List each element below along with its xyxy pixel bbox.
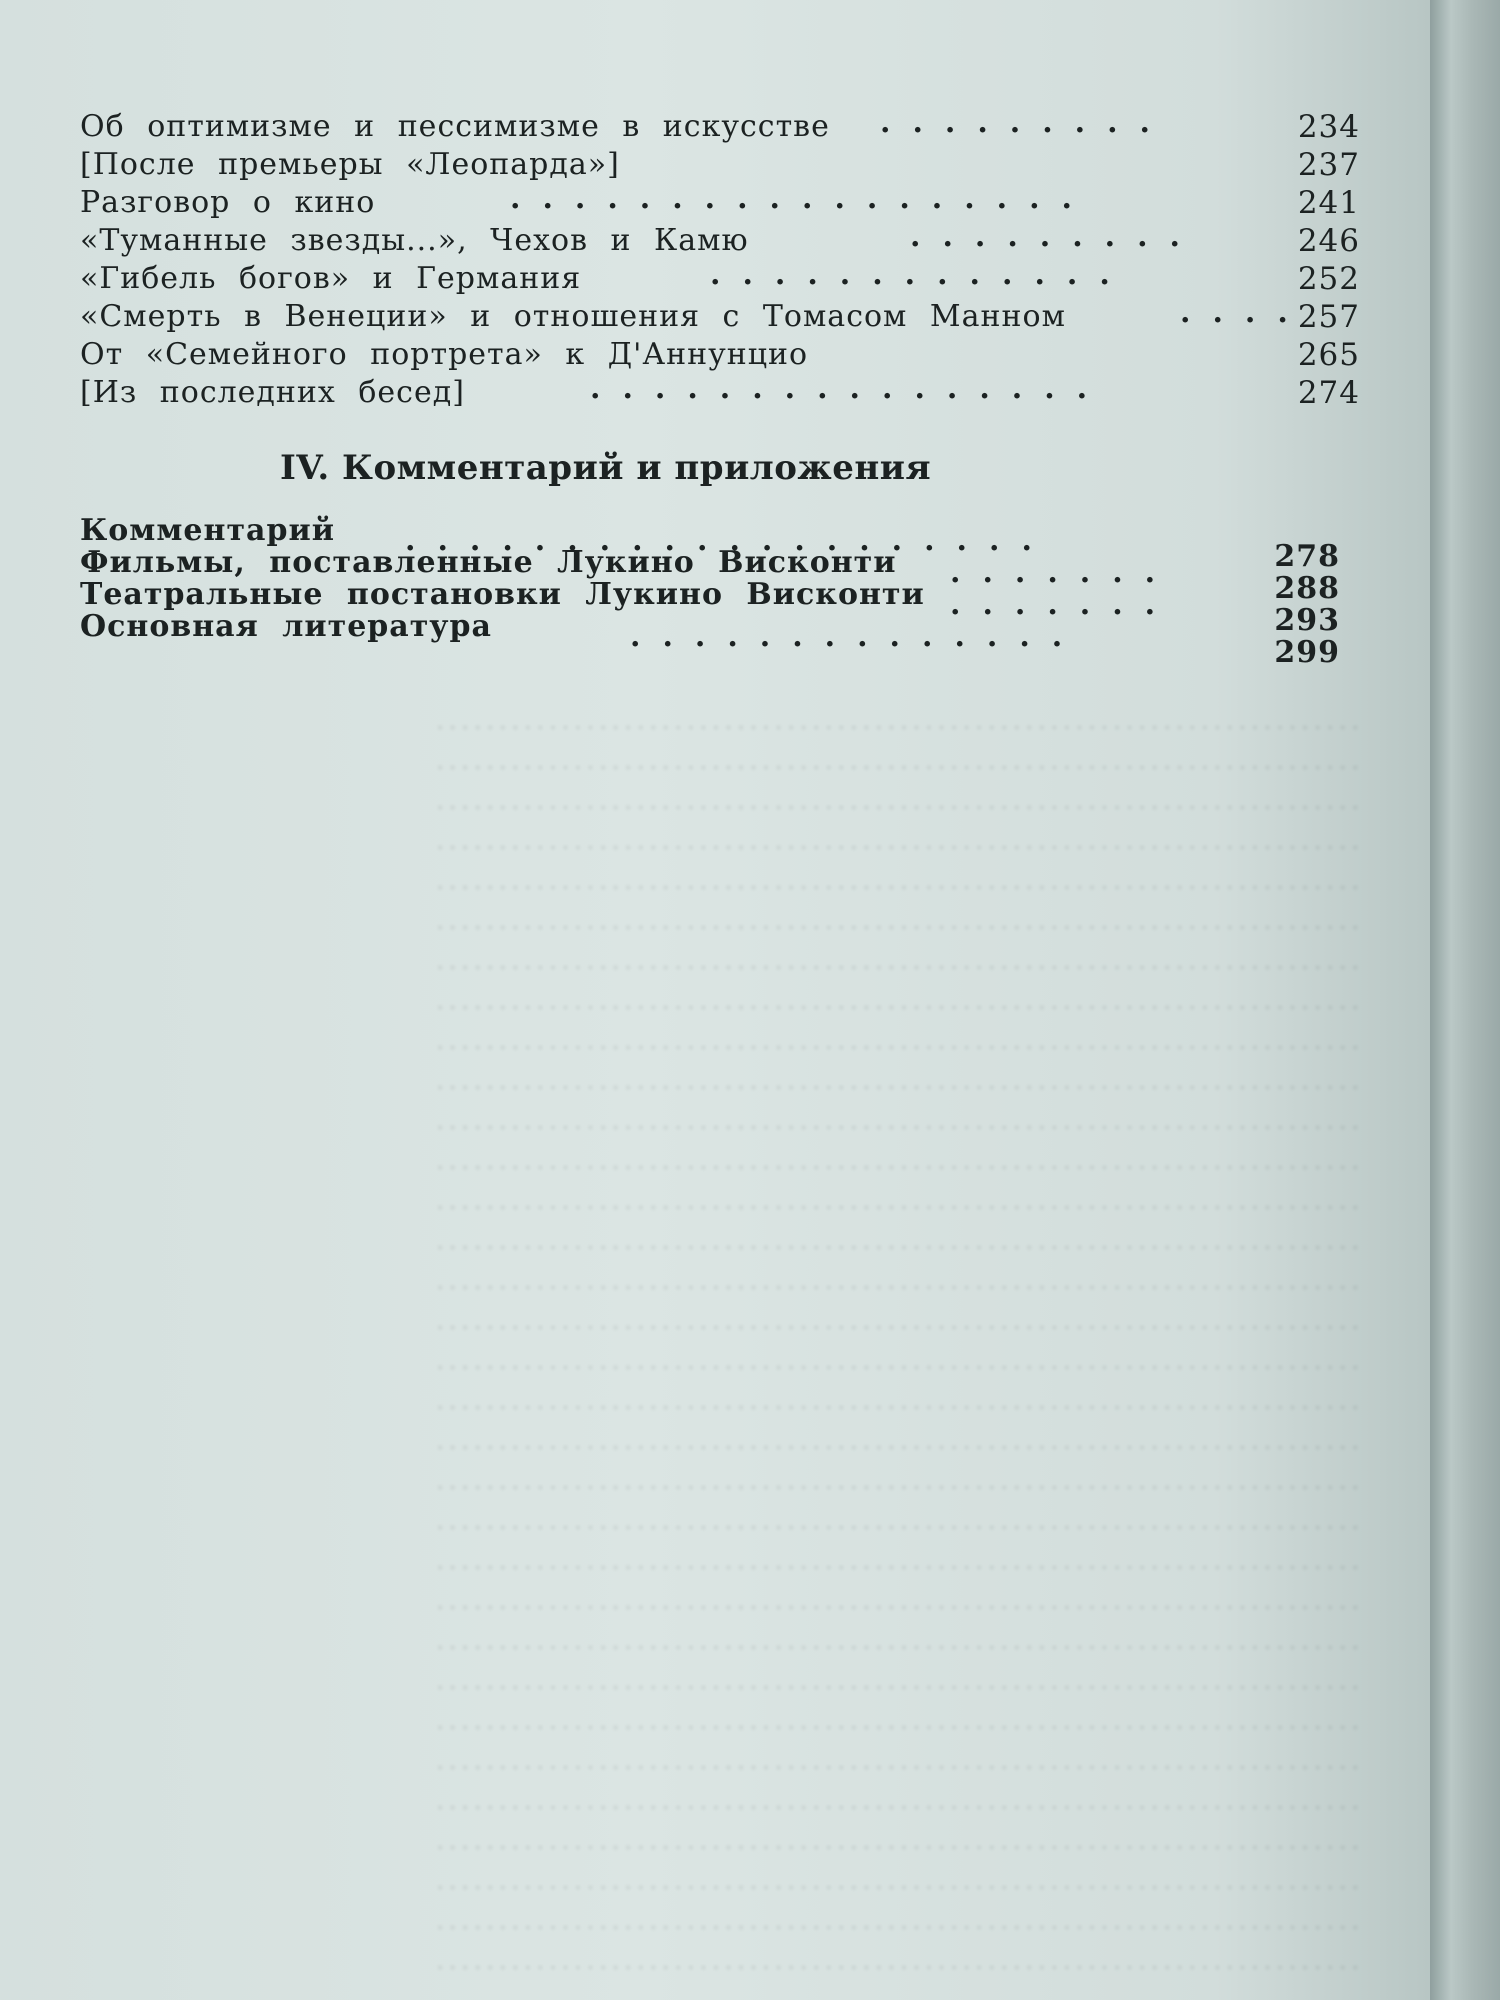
leader-dots: ..................	[510, 181, 1094, 216]
toc-entry	[80, 336, 1360, 374]
toc-entry	[80, 295, 1360, 336]
toc-entry-title: От «Семейного портрета» к Д'Аннунцио	[80, 337, 809, 372]
toc-entry-title: Фильмы, поставленные Лукино Висконти	[80, 545, 897, 580]
toc-entry-title: «Гибель богов» и Германия	[80, 261, 582, 296]
toc-entry-page: 234	[1297, 109, 1360, 145]
toc-entry-page: 252	[1297, 261, 1360, 297]
toc-section-4	[80, 512, 1340, 670]
toc-entry-page: 237	[1297, 147, 1360, 183]
toc-entry-page: 288	[1274, 571, 1340, 606]
leader-dots: .........	[880, 105, 1172, 140]
leader-dots: ....	[1180, 295, 1310, 330]
toc-entry	[80, 219, 1360, 260]
toc-entry	[80, 181, 1360, 222]
toc-entry-page: 278	[1274, 539, 1340, 574]
toc-section-3	[80, 105, 1360, 412]
toc-entry-title: Комментарий	[80, 513, 335, 548]
leader-dots: .......	[950, 555, 1178, 590]
leader-dots: .......	[950, 587, 1178, 622]
toc-entry-title: Разговор о кино	[80, 185, 376, 220]
toc-entry-title: Театральные постановки Лукино Висконти	[80, 577, 925, 612]
toc-entry-title: Об оптимизме и пессимизме в искусстве	[80, 109, 830, 144]
toc-entry-page: 246	[1297, 223, 1360, 259]
bleed-through-text: .......................................................................... .......................................................................... .......................................................................... .......................................................................... .......................................................................... .......................................................................... .......................................................................... .......................................................................... .......................................................................... .......................................................................... .......................................................................... .......................................................................... .......................................................................... .......................................................................... .......................................................................... .......................................................................... .......................................................................... .......................................................................... .......................................................................... .......................................................................... .......................................................................... .......................................................................... .......................................................................... .......................................................................... .......................................................................... .......................................................................... .......................................................................... .......................................................................... .......................................................................... .......................................................................... .......................................................................... ..........................................................................	[432, 702, 1360, 1977]
toc-entry-title: [После премьеры «Леопарда»]	[80, 147, 620, 182]
toc-entry-page: 299	[1274, 635, 1340, 670]
toc-entry-title: «Смерть в Венеции» и отношения с Томасом Манном	[80, 299, 1066, 334]
toc-entry-page: 293	[1274, 603, 1340, 638]
leader-dots: .........	[910, 219, 1202, 254]
leader-dots: ................	[590, 371, 1110, 406]
section-heading: IV. Комментарий и приложения	[280, 448, 932, 488]
toc-entry	[80, 146, 1360, 184]
leader-dots: .............	[710, 257, 1132, 292]
leader-dots: ..............	[630, 619, 1085, 654]
leader-dots: ....................	[405, 523, 1054, 558]
toc-entry-page: 241	[1297, 185, 1360, 221]
toc-entry	[80, 608, 1340, 670]
page-edge-shadow	[1430, 0, 1500, 2000]
toc-entry-page: 265	[1297, 337, 1360, 373]
toc-entry-title: [Из последних бесед]	[80, 375, 465, 410]
toc-entry	[80, 105, 1360, 146]
toc-entry-page: 257	[1297, 299, 1360, 335]
toc-entry	[80, 371, 1360, 412]
toc-entry	[80, 257, 1360, 298]
toc-entry-page: 274	[1297, 375, 1360, 411]
toc-entry-title: Основная литература	[80, 609, 492, 644]
toc-entry-title: «Туманные звезды...», Чехов и Камю	[80, 223, 749, 258]
